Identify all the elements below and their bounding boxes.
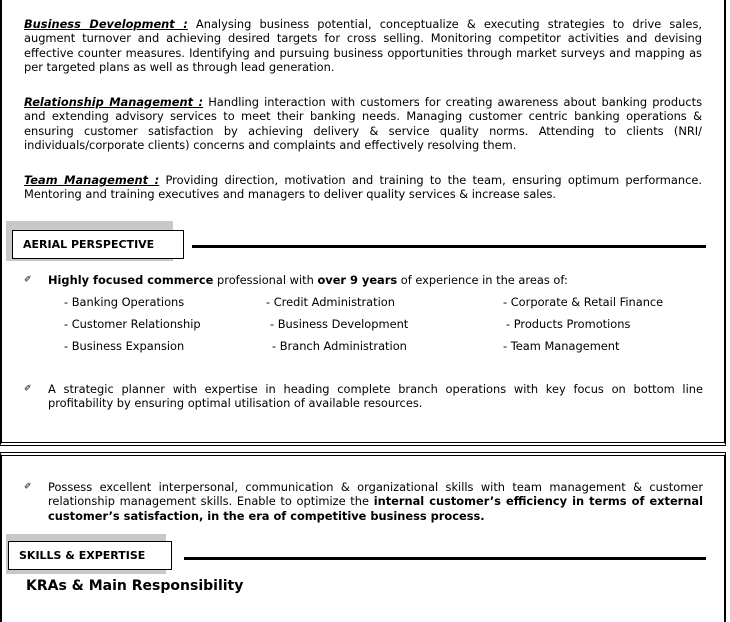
intro-bold: over 9 years [317,273,398,287]
role-title: Relationship Management : [24,95,204,109]
area-item: - Customer Relationship [64,317,201,331]
kra-heading: KRAs & Main Responsibility [26,578,244,594]
role-team-management [24,173,702,202]
section-header-aerial [12,230,184,259]
role-title: Team Management : [24,173,160,187]
bullet-icon: ✐ [24,384,32,394]
bullet-icon: ✐ [24,275,32,285]
section-title: AERIAL PERSPECTIVE [23,238,155,251]
role-text: Handling interaction with customers for creating awareness about banking products and extending advisory services to meet their banking needs. Managing customer centric banking operations & ensuring customer satisfaction by achieving delivery & service quality norms. Attending to clients (NRI/ individuals/corporate clients) concerns and complaints and effectively resolving them. [24,95,702,152]
aerial-planner: A strategic planner with expertise in heading complete branch operations with key focus on bottom line profitability by ensuring optimal utilisation of available resources. [48,382,703,411]
area-item: - Credit Administration [266,295,395,309]
section-header-skills [8,541,172,570]
role-title: Business Development : [24,17,188,31]
aerial-intro [48,273,703,287]
skills-intro-text: Possess excellent interpersonal, communication & organizational skills with team management & customer relationship management skills. Enable to optimize the [48,480,703,509]
area-item: - Business Development [270,317,409,331]
area-item: - Business Expansion [64,339,185,353]
intro-text: of experience in the areas of: [397,273,568,287]
area-item: - Corporate & Retail Finance [503,295,664,309]
role-relationship-management [24,95,702,152]
intro-bold: Highly focused commerce [48,273,214,287]
bullet-icon: ✐ [24,482,32,492]
area-item: - Products Promotions [506,317,631,331]
section-title: SKILLS & EXPERTISE [19,549,146,562]
role-business-development [24,17,702,74]
skills-intro-bold: internal customer’s efficiency in terms of external customer’s satisfaction, in the era of competitive business process. [48,494,703,523]
role-text: Analysing business potential, conceptualize & executing strategies to drive sales, augment turnover and achieving desired targets for cross selling. Monitoring competitor activities and devising effective counter measures. Identifying and pursuing business opportunities through market surveys and mapping as per targeted plans as well as through lead generation. [24,17,702,74]
intro-text: professional with [213,273,318,287]
skills-intro [48,480,703,523]
section-rule [192,245,706,248]
area-item: - Banking Operations [64,295,185,309]
area-item: - Branch Administration [272,339,407,353]
area-item: - Team Management [503,339,620,353]
section-rule [184,557,706,560]
role-text: Providing direction, motivation and training to the team, ensuring optimum performance. Mentoring and training executives and managers to deliver quality services & increase sales. [24,173,702,202]
